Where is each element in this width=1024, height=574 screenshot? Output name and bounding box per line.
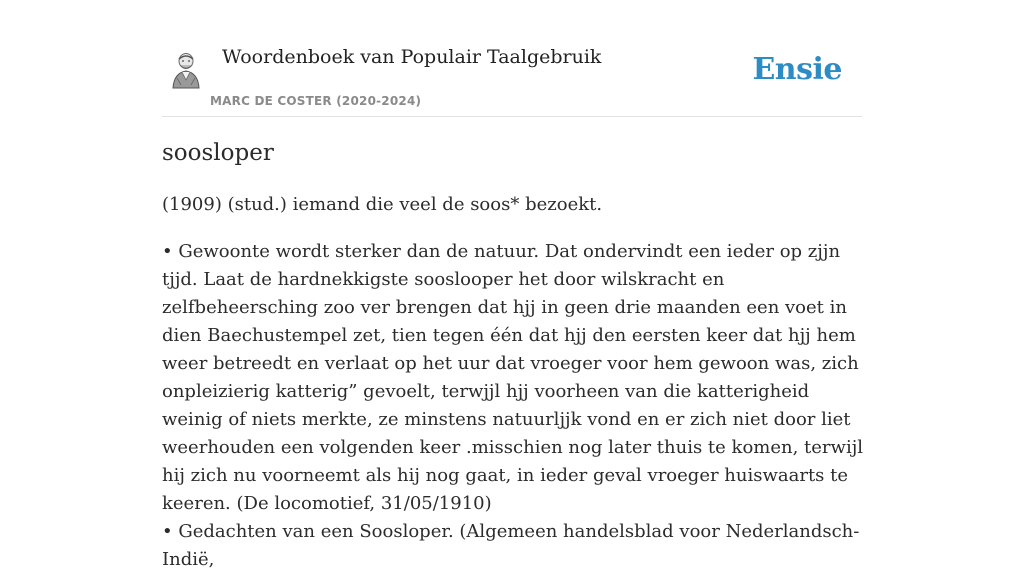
dictionary-title[interactable]: Woordenboek van Populair Taalgebruik: [222, 46, 602, 68]
citation-item: • Gedachten van een Soosloper. (Algemeen handelsblad voor Nederlandsch-Indië,: [162, 521, 860, 570]
entry-headword: soosloper: [162, 140, 274, 166]
author-label: MARC DE COSTER (2020-2024): [210, 94, 422, 108]
brand-logo[interactable]: Ensie: [752, 52, 842, 87]
entry-definition: (1909) (stud.) iemand die veel de soos* bezoekt.: [162, 194, 603, 215]
citations: [162, 238, 874, 574]
header: [162, 0, 862, 117]
page: [162, 0, 864, 570]
citation-item: • Gewoonte wordt sterker dan de natuur. Dat ondervindt een ieder op zjjn tjjd. Laat de hardnekkigste sooslooper het door wilskracht en zelfbeheersching zoo ver brengen dat hjj in geen drie maanden een voet in dien Baechustempel zet, tien tegen één dat hjj den eersten keer dat hjj hem weer betreedt en verlaat op het uur dat vroeger voor hem gewoon was, zich onpleizierig katterig” gevoelt, terwjjl hjj voorheen van die katterigheid weinig of niets merkte, ze minstens natuurljjk vond en er zich niet door liet weerhouden een volgenden keer .misschien nog later thuis te komen, terwijl hij zich nu voorneemt als hij nog gaat, in ieder geval vroeger huiswaarts te keeren. (De locomotief, 31/05/1910): [162, 241, 864, 514]
author-portrait-icon[interactable]: [170, 52, 202, 88]
